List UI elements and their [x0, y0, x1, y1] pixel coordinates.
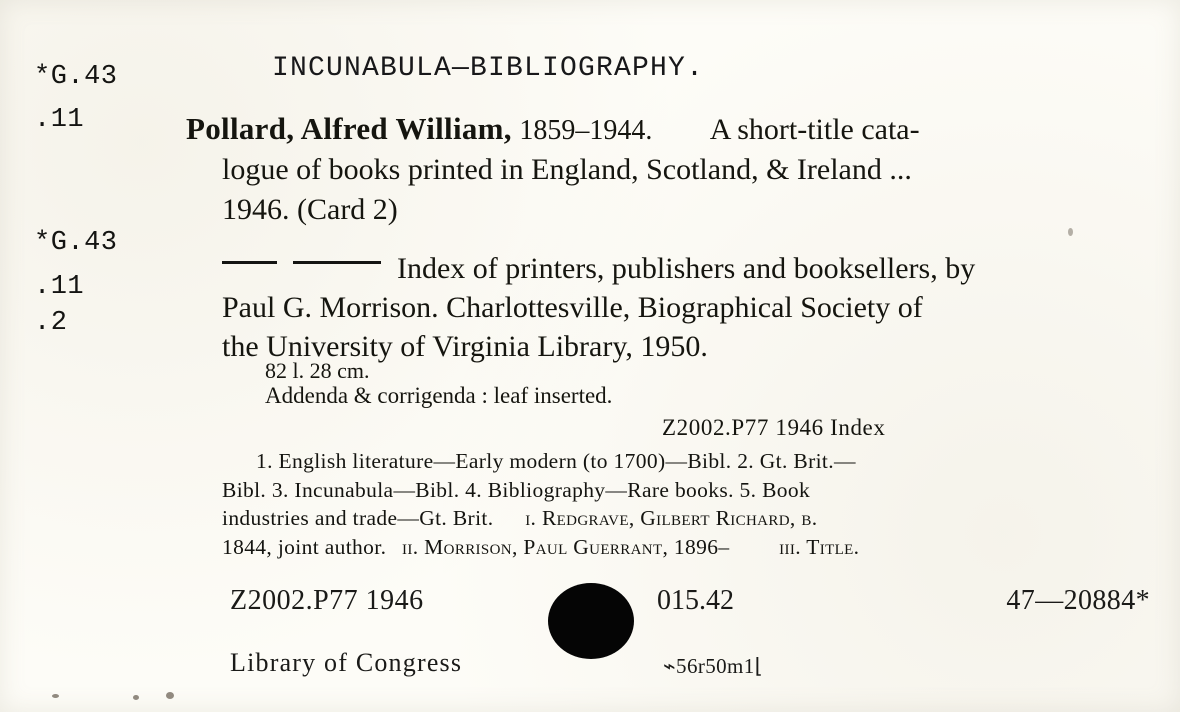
- paper-speck: [1068, 228, 1073, 236]
- title-line-3: 1946. (Card 2): [222, 192, 398, 226]
- paper-speck: [52, 694, 59, 698]
- tracing-line-4: 1844, joint author.: [222, 534, 387, 559]
- author-dates: 1859–1944.: [519, 115, 653, 146]
- title-line-2: logue of books printed in England, Scotland, & Ireland ...: [222, 152, 912, 186]
- tracing-line-4b: ii. Morrison, Paul Guerrant, 1896–: [402, 534, 730, 559]
- tracing-line-4c: iii. Title.: [779, 534, 860, 559]
- call-number-entry2-line2: .11: [34, 272, 85, 302]
- note: Addenda & corrigenda : leaf inserted.: [265, 383, 613, 408]
- subject-heading: INCUNABULA—BIBLIOGRAPHY.: [272, 53, 705, 84]
- tracing-line-3b: i. Redgrave, Gilbert Richard, b.: [525, 506, 818, 531]
- footer-card-number: 47—20884*: [1006, 585, 1150, 616]
- entry-second: [222, 240, 1162, 366]
- collation: 82 l. 28 cm.: [265, 358, 370, 383]
- author-name: Pollard, Alfred William,: [186, 111, 512, 146]
- call-number-entry1-line1: *G.43: [34, 62, 118, 92]
- entry2-line-2: Paul G. Morrison. Charlottesville, Biographical Society of: [222, 291, 923, 324]
- paper-speck: [166, 692, 174, 699]
- call-number-entry2-line3: .2: [34, 308, 68, 338]
- entry-first: [186, 108, 1161, 230]
- subject-tracings: [222, 447, 1152, 561]
- footer-library-name: Library of Congress: [230, 648, 463, 677]
- tracing-line-3: industries and trade—Gt. Brit.: [222, 506, 494, 531]
- footer-dewey-number: 015.42: [657, 585, 734, 616]
- title-line-1: A short-title cata-: [709, 113, 920, 146]
- call-number-entry2-line1: *G.43: [34, 228, 118, 258]
- paper-speck: [133, 695, 139, 700]
- entry2-line-3: the University of Virginia Library, 1950.: [222, 330, 708, 363]
- footer-class-number: Z2002.P77 1946: [230, 585, 424, 616]
- tracing-line-1: 1. English literature—Early modern (to 1700)—Bibl. 2. Gt. Brit.—: [256, 449, 856, 473]
- entry2-title: Index of printers, publishers and booksellers, by: [397, 252, 976, 285]
- entry2-class-line: Z2002.P77 1946 Index: [662, 415, 886, 440]
- punch-hole: [548, 583, 634, 659]
- author-dash-rule: [222, 240, 391, 279]
- tracing-line-2: Bibl. 3. Incunabula—Bibl. 4. Bibliography—Rare books. 5. Book: [222, 477, 811, 502]
- call-number-entry1-line2: .11: [34, 105, 85, 135]
- footer-printing-code: ⌁56r50m1⌊: [663, 654, 764, 678]
